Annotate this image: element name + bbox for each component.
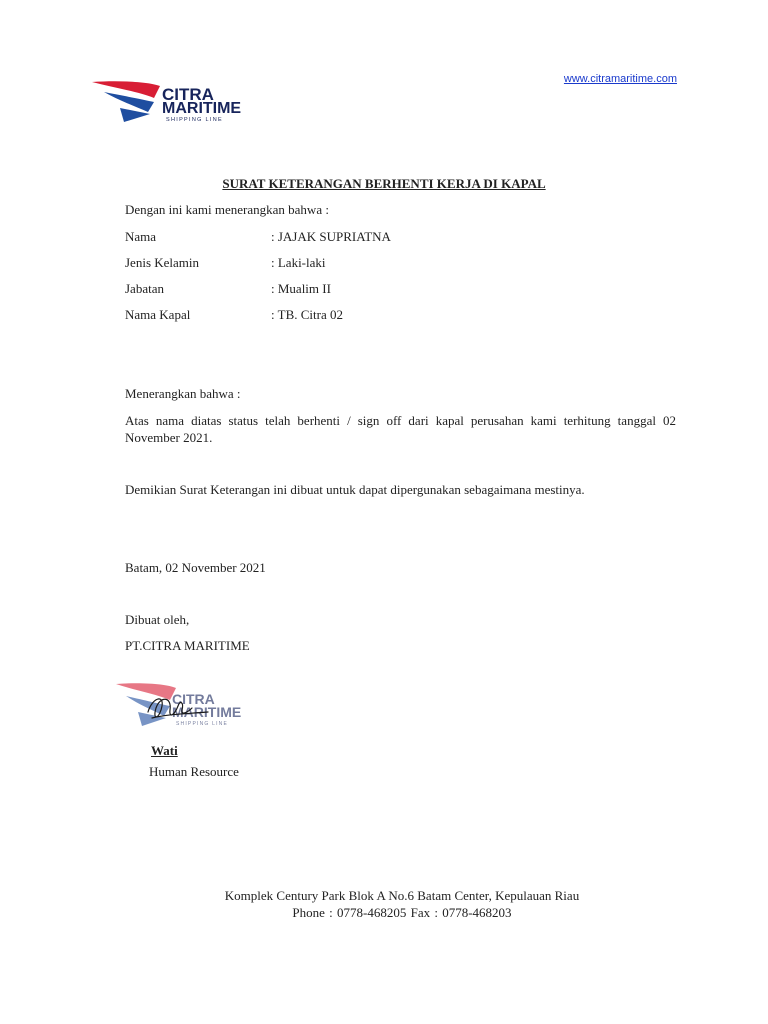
letter-title: SURAT KETERANGAN BERHENTI KERJA DI KAPAL (222, 176, 546, 191)
website-link[interactable]: www.citramaritime.com (563, 73, 677, 85)
field-label-name: Nama (125, 229, 157, 244)
closing-line: Demikian Surat Keterangan ini dibuat untuk dapat dipergunakan sebagaimana mestinya. (125, 482, 585, 497)
field-value-position: : Mualim II (271, 281, 331, 296)
field-value-name: : JAJAK SUPRIATNA (271, 229, 391, 244)
made-by: Dibuat oleh, (125, 612, 190, 627)
logo-red-swoosh (92, 81, 160, 98)
logo-line1: CITRA (162, 85, 214, 104)
footer-contact: Phone : 0778-468205 Fax : 0778-468203 (292, 905, 512, 920)
field-value-gender: : Laki-laki (271, 255, 326, 270)
signer-role: Human Resource (149, 764, 239, 779)
stamp-line2: MARITIME (172, 704, 242, 720)
stamp-tagline: SHIPPING LINE (176, 721, 228, 727)
stamp-line1: CITRA (172, 691, 215, 707)
place-date: Batam, 02 November 2021 (125, 560, 266, 575)
signer-name: Wati (151, 743, 178, 758)
footer-address: Komplek Century Park Blok A No.6 Batam Center, Kepulauan Riau (224, 888, 580, 903)
field-value-ship: : TB. Citra 02 (271, 307, 343, 322)
company-logo (90, 78, 270, 128)
field-label-gender: Jenis Kelamin (125, 255, 200, 270)
explain-heading: Menerangkan bahwa : (125, 386, 241, 401)
stamp-red-swoosh (116, 683, 176, 700)
field-label-position: Jabatan (125, 281, 164, 296)
field-label-ship: Nama Kapal (125, 307, 191, 322)
body-paragraph: Atas nama diatas status telah berhenti / sign off dari kapal perusahan kami terhitung tanggal 02 November 2021. (125, 413, 676, 445)
intro-line: Dengan ini kami menerangkan bahwa : (125, 202, 329, 217)
logo-tagline: SHIPPING LINE (166, 117, 223, 123)
logo-line2: MARITIME (162, 100, 242, 117)
company-name: PT.CITRA MARITIME (125, 638, 250, 653)
company-stamp (112, 678, 272, 734)
